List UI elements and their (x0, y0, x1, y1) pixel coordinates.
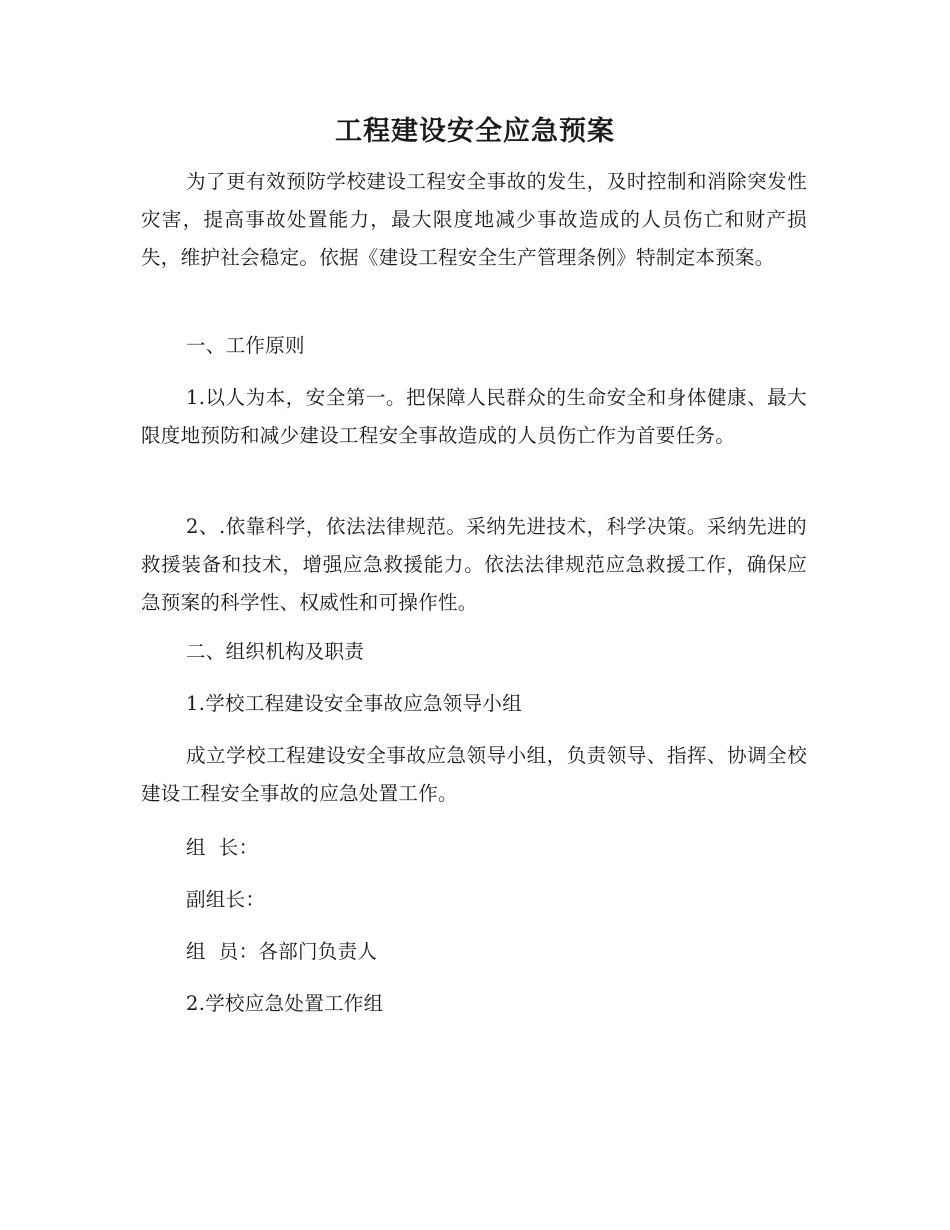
leader-line: 组 长： (186, 836, 259, 859)
deputy-leader-line: 副组长： (186, 888, 266, 911)
section-heading-organization: 二、组织机构及职责 (186, 640, 365, 663)
group-1-description: 成立学校工程建设安全事故应急领导小组，负责领导、指挥、协调全校建设工程安全事故的应急处置工作。 (141, 744, 807, 805)
principle-1-paragraph: 1.以人为本，安全第一。把保障人民群众的生命安全和身体健康、最大限度地预防和减少建设工程安全事故造成的人员伤亡作为首要任务。 (141, 386, 807, 447)
document-title: 工程建设安全应急预案 (335, 116, 615, 147)
intro-paragraph: 为了更有效预防学校建设工程安全事故的发生，及时控制和消除突发性灾害，提高事故处置能力，最大限度地减少事故造成的人员伤亡和财产损失，维护社会稳定。依据《建设工程安全生产管理条例》特制定本预案。 (141, 170, 807, 269)
members-line: 组 员：各部门负责人 (186, 940, 378, 963)
group-2-heading: 2.学校应急处置工作组 (186, 992, 384, 1015)
group-1-heading: 1.学校工程建设安全事故应急领导小组 (186, 692, 523, 715)
section-heading-principles: 一、工作原则 (186, 334, 305, 357)
principle-2-paragraph: 2、.依靠科学，依法法律规范。采纳先进技术，科学决策。采纳先进的救援装备和技术，增强应急救援能力。依法法律规范应急救援工作，确保应急预案的科学性、权威性和可操作性。 (141, 515, 807, 614)
